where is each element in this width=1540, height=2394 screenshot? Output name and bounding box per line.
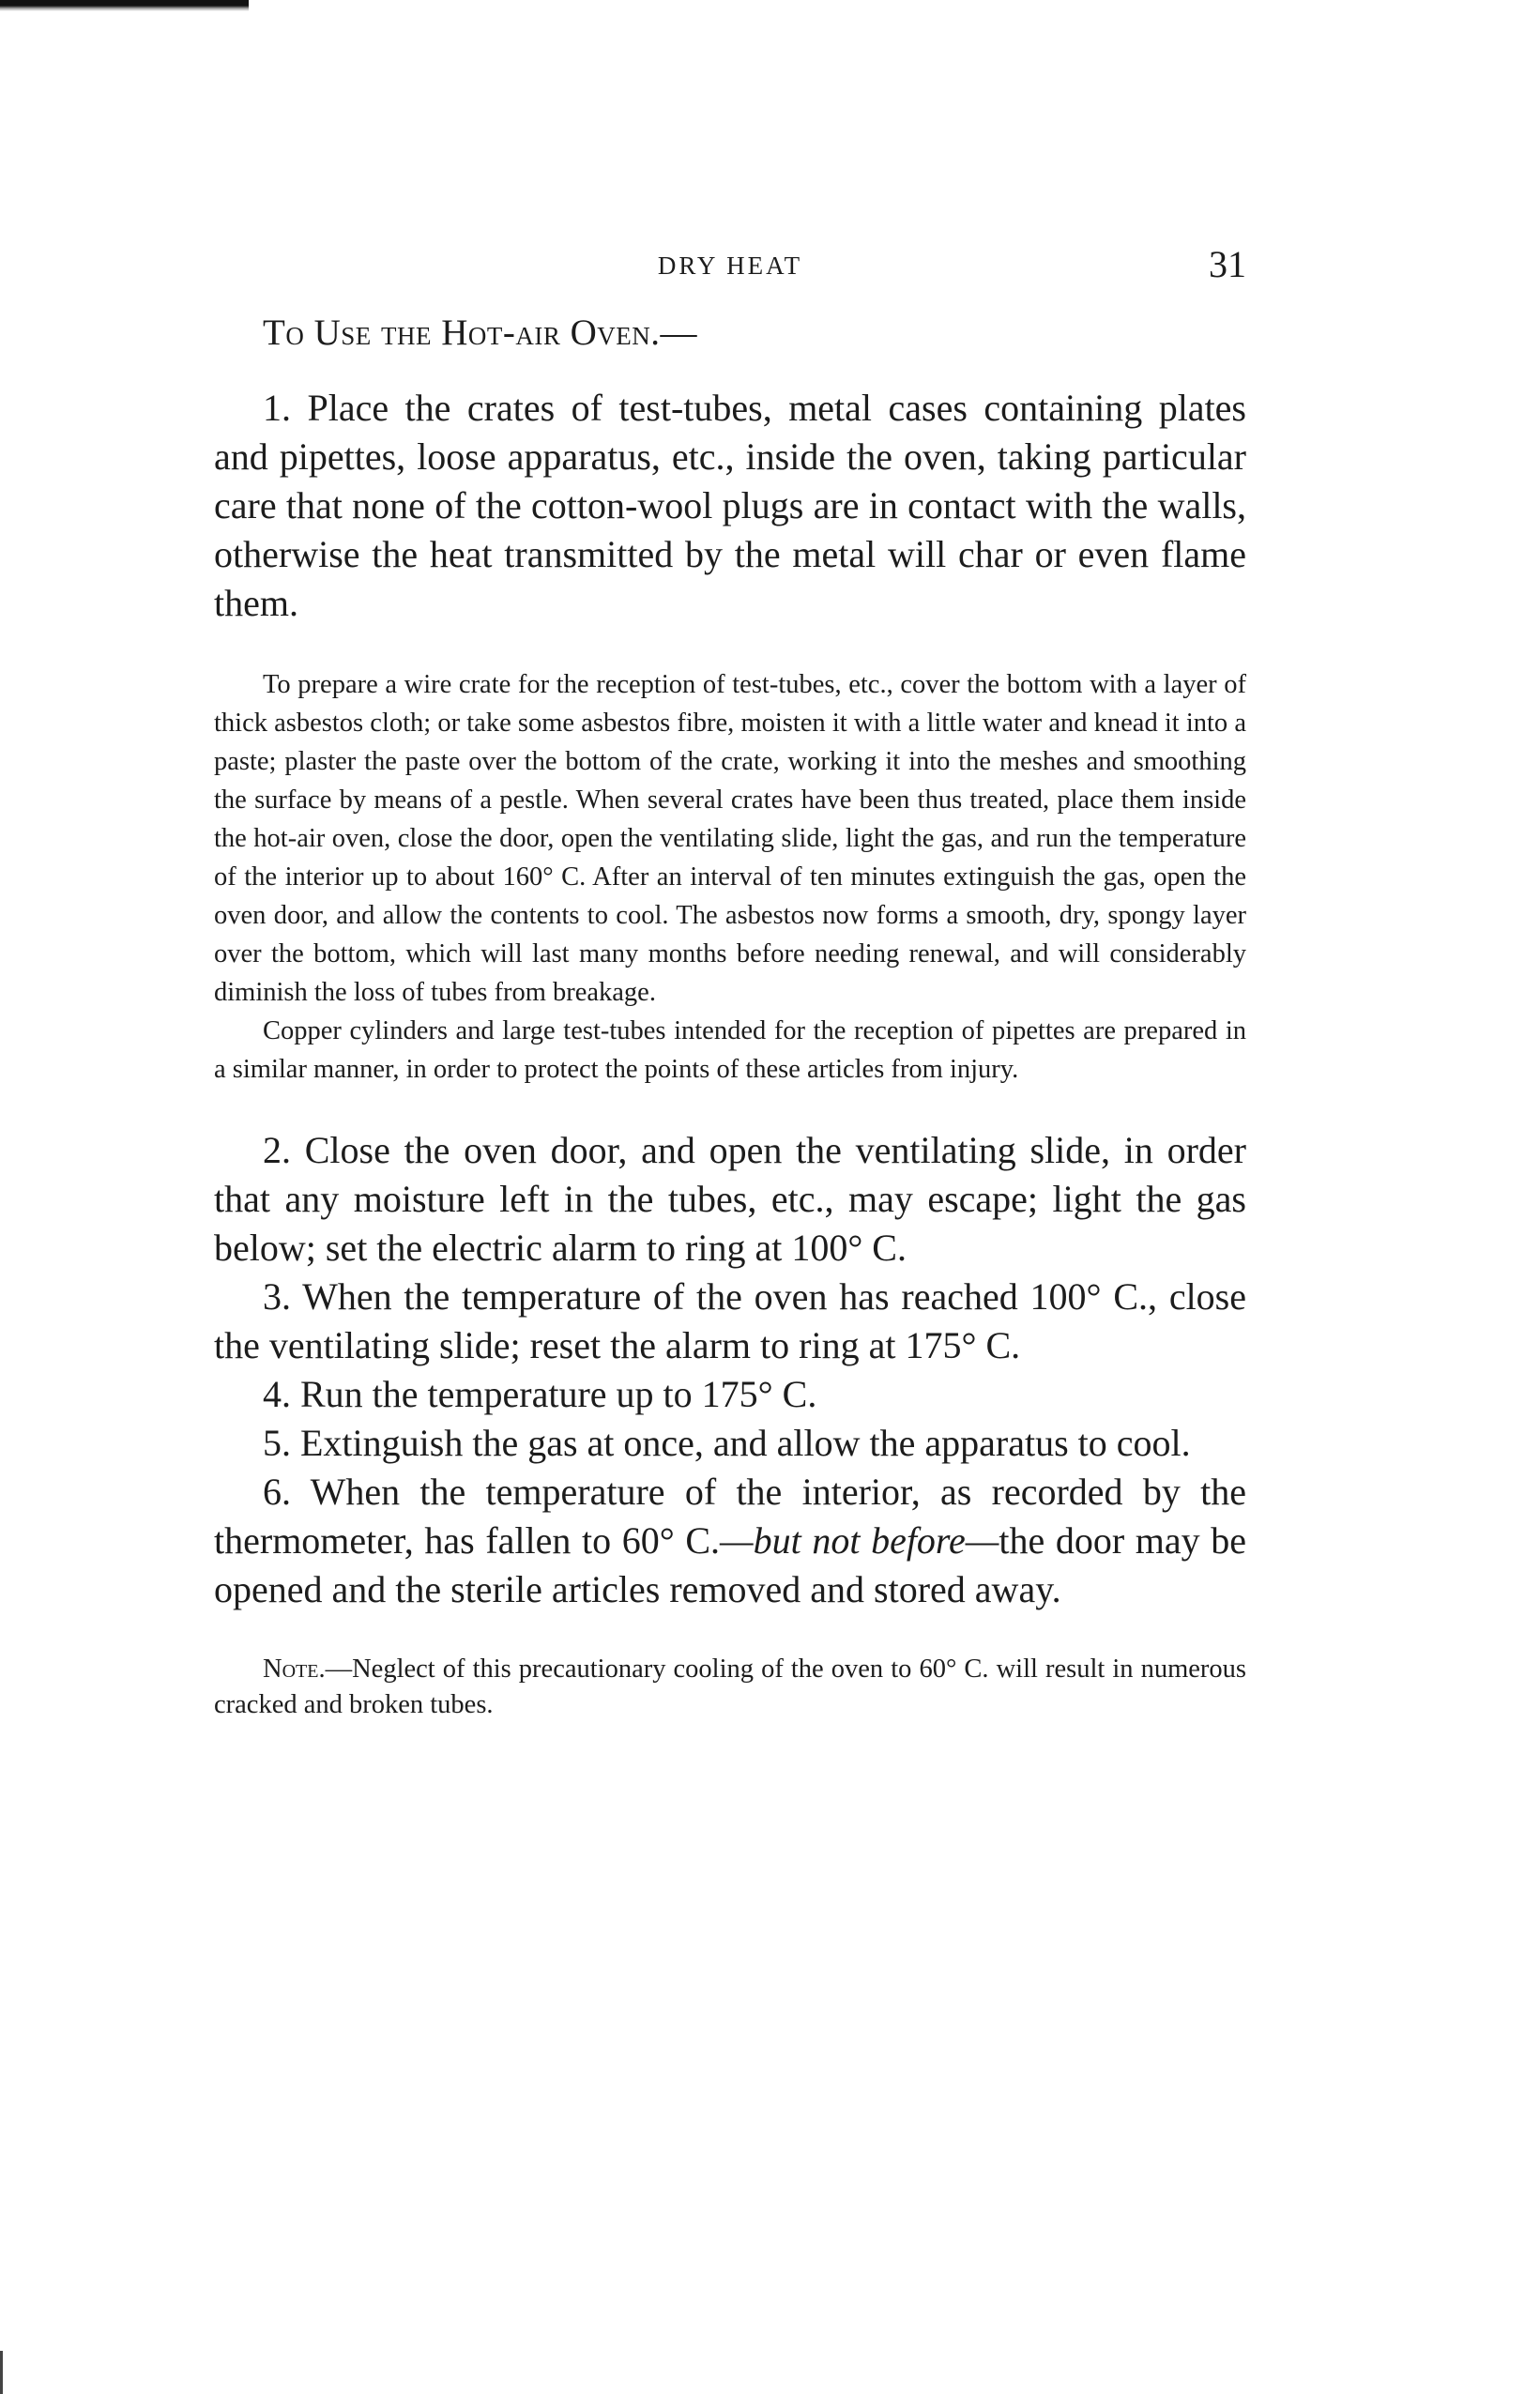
- small-print-paragraph-1: To prepare a wire crate for the reception of test-tubes, etc., cover the bottom with a layer of thick asbestos cloth; or take some asbestos fibre, moisten it with a little water and knead it into a paste; plaster the paste over the bottom of the crate, working it into the meshes and smoothing the surface by means of a pestle. When several crates have been thus treated, place them inside the hot-air oven, close the door, open the ventilating slide, light the gas, and run the temperature of the interior up to about 160° C. After an interval of ten minutes extinguish the gas, open the oven door, and allow the contents to cool. The asbestos now forms a smooth, dry, spongy layer over the bottom, which will last many months before needing renewal, and will considerably diminish the loss of tubes from breakage.: [214, 670, 1246, 1007]
- step-5: 5. Extinguish the gas at once, and allow the apparatus to cool.: [263, 1422, 1191, 1464]
- step-6-text-end: the door may be opened and the sterile articles removed and stored away.: [214, 1519, 1247, 1610]
- scan-edge-mark: [0, 0, 249, 11]
- note-label: Note.: [263, 1654, 326, 1684]
- step-6-text: 6. When the temperature of the interior, as recorded by the thermometer, has fallen to 60° C.: [214, 1471, 1246, 1562]
- note-text: —Neglect of this precautionary cooling of the oven to 60° C. will result in numerous cracked and broken tubes.: [214, 1654, 1246, 1719]
- step-6: [214, 1468, 1246, 1614]
- steps-list: [214, 1126, 1246, 1614]
- page-number: 31: [1209, 243, 1246, 285]
- small-print-paragraph-2: Copper cylinders and large test-tubes intended for the reception of pipettes are prepared in a similar manner, in order to protect the points of these articles from injury.: [214, 1016, 1246, 1084]
- step-4: 4. Run the temperature up to 175° C.: [263, 1373, 817, 1415]
- footnote: [214, 1652, 1246, 1723]
- section-heading: To Use the Hot-air Oven.—: [263, 313, 698, 353]
- step-3: 3. When the temperature of the oven has reached 100° C., close the ventilating slide; reset the alarm to ring at 175° C.: [214, 1275, 1246, 1366]
- running-head: [214, 242, 1246, 289]
- running-title: DRY HEAT: [657, 252, 803, 280]
- step-2: 2. Close the oven door, and open the ventilating slide, in order that any moisture left in the tubes, etc., may escape; light the gas below; set the electric alarm to ring at 100° C.: [214, 1129, 1246, 1269]
- step-1: 1. Place the crates of test-tubes, metal cases containing plates and pipettes, loose apparatus, etc., inside the oven, taking particular care that none of the cotton-wool plugs are in contact with the walls, otherwise the heat transmitted by the metal will char or even flame them.: [214, 387, 1246, 624]
- small-print-block: [214, 665, 1246, 1089]
- book-page: [214, 242, 1246, 1723]
- scan-corner-mark: [0, 2351, 3, 2394]
- step-6-emphasis: —but not before—: [720, 1519, 999, 1562]
